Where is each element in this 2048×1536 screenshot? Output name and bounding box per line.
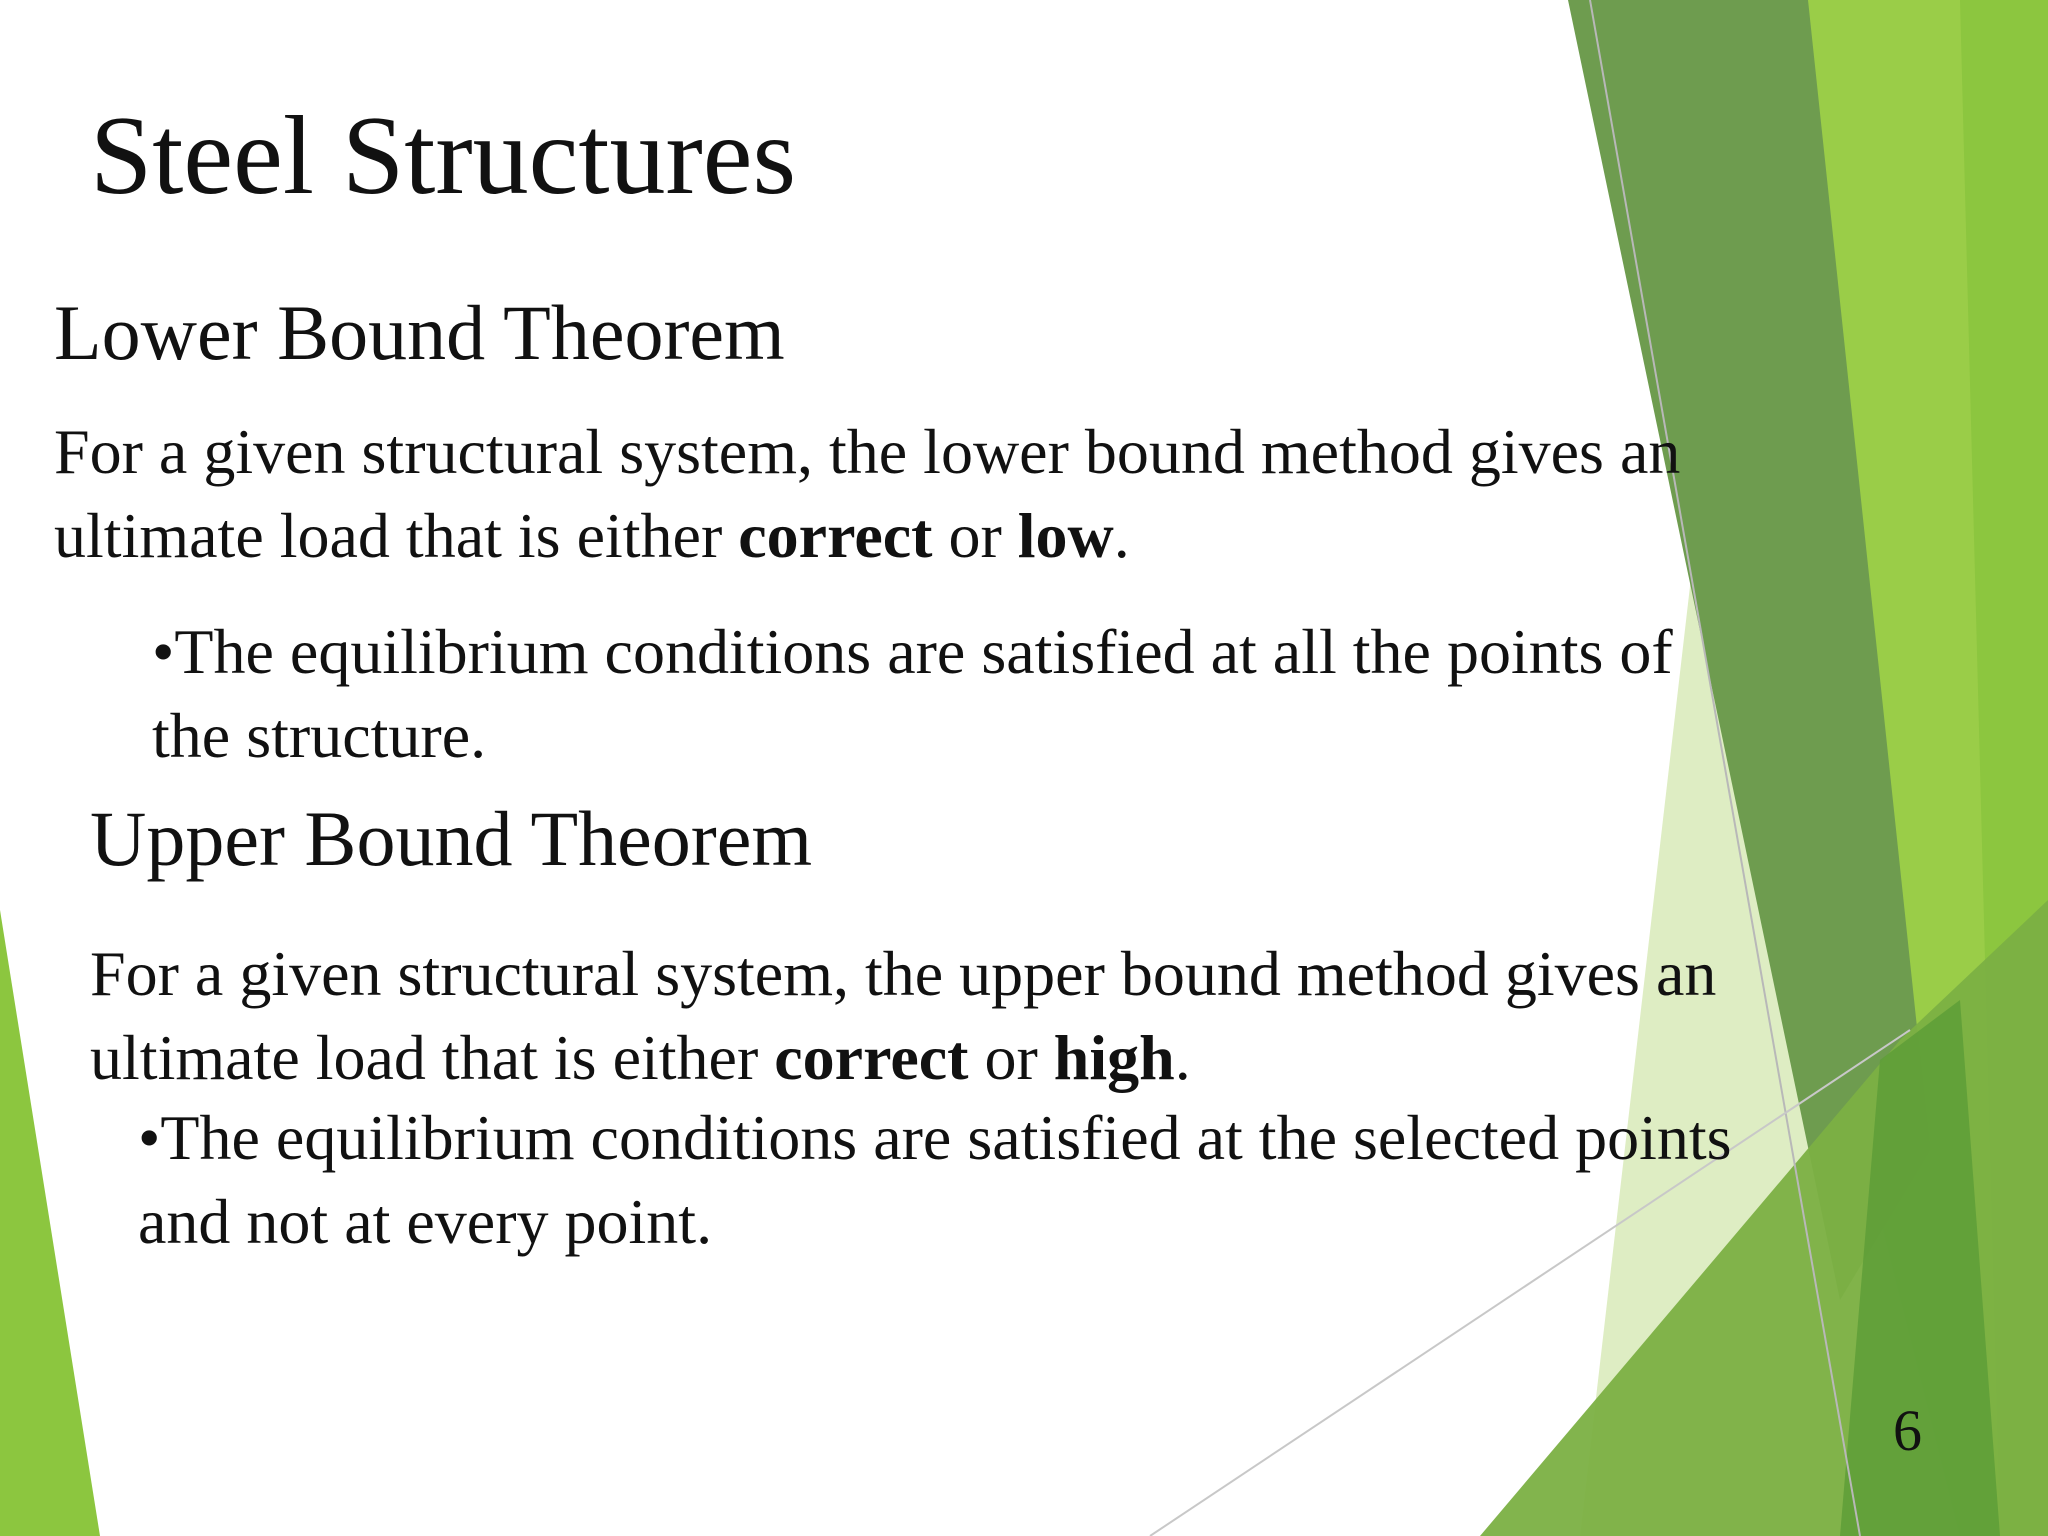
- upper-bound-bullet: [138, 1096, 1732, 1264]
- lower-para-line-2: [54, 494, 1680, 578]
- upper-para-line-1: For a given structural system, the upper bound method gives an: [90, 938, 1717, 1009]
- upper-para-end: .: [1174, 1022, 1191, 1093]
- lower-bound-bullet: [152, 610, 1673, 778]
- upper-bound-heading: Upper Bound Theorem: [90, 795, 813, 882]
- left-green-sliver: [0, 910, 100, 1536]
- upper-para-prefix: ultimate load that is either: [90, 1022, 775, 1093]
- upper-para-mid: or: [968, 1022, 1054, 1093]
- lower-bound-heading: Lower Bound Theorem: [54, 289, 785, 376]
- lower-bullet-line-2: the structure.: [152, 700, 487, 771]
- upper-bullet-line-1: •The equilibrium conditions are satisfied at the selected points: [138, 1102, 1732, 1173]
- lower-para-prefix: ultimate load that is either: [54, 500, 739, 571]
- lower-para-line-1: For a given structural system, the lower bound method gives an: [54, 416, 1681, 487]
- slide-title: Steel Structures: [90, 94, 797, 218]
- lower-bound-paragraph: [54, 410, 1680, 578]
- lower-para-end: .: [1113, 500, 1130, 571]
- upper-para-bold-correct: correct: [774, 1022, 969, 1093]
- lower-bullet-line-1: •The equilibrium conditions are satisfied at all the points of: [152, 616, 1673, 687]
- upper-para-bold-high: high: [1053, 1022, 1175, 1093]
- upper-para-line-2: [90, 1016, 1716, 1100]
- lower-para-bold-correct: correct: [738, 500, 933, 571]
- upper-bullet-line-2: and not at every point.: [138, 1186, 713, 1257]
- lower-para-mid: or: [932, 500, 1018, 571]
- lower-para-bold-low: low: [1017, 500, 1114, 571]
- page-number: 6: [1893, 1398, 1922, 1463]
- upper-bound-paragraph: [90, 932, 1716, 1100]
